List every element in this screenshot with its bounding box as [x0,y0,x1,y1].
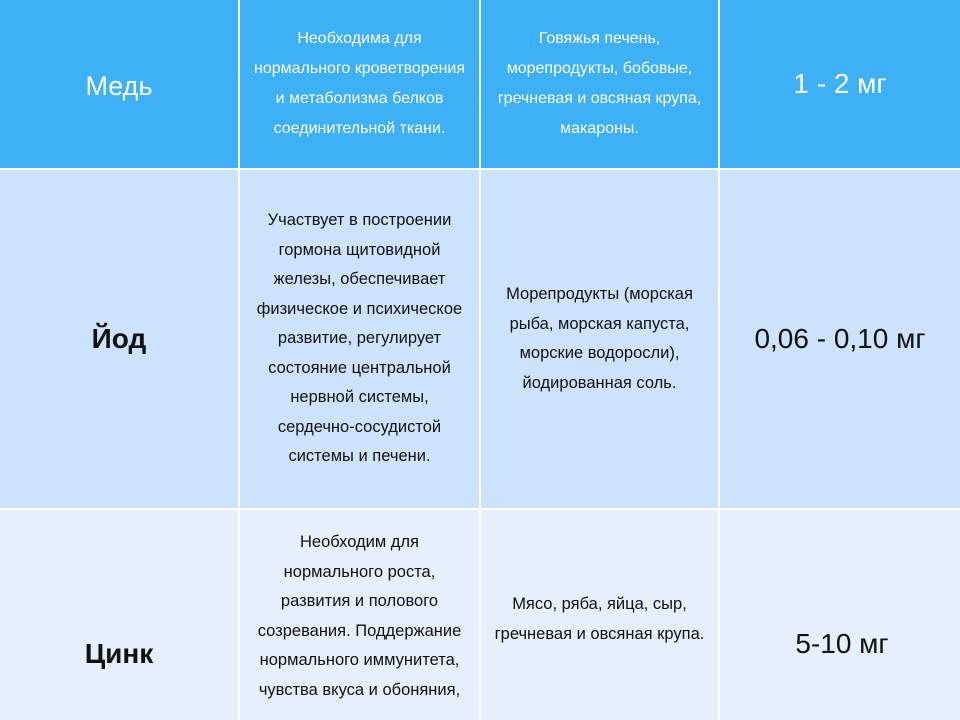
sources-cell [481,170,718,508]
element-name: Йод [91,323,147,354]
sources-text: Морепродукты (морская рыба, морская капуста, морские водоросли), йодированная соль. [506,285,693,392]
table-row-iodine [0,170,960,508]
sources-cell [481,0,718,168]
function-text: Необходим для нормального роста, развития и полового созревания. Поддержание нормального иммунитета, чувства вкуса и обоняния, [257,533,462,699]
function-cell [240,170,479,508]
element-name: Цинк [84,638,154,669]
table-row-copper [0,0,960,168]
element-name-cell [0,0,238,168]
dose-text: 1 - 2 мг [793,68,887,99]
element-name-cell [0,170,238,508]
dose-text: 0,06 - 0,10 мг [754,323,926,354]
sources-text: Говяжья печень, морепродукты, бобовые, гречневая и овсяная крупа, макароны. [497,30,702,137]
function-text: Участвует в построении гормона щитовидной железы, обеспечивает физическое и психическое развитие, регулирует состояние центральной нервной системы, сердечно-сосудистой системы и печени. [256,211,463,466]
dose-cell [720,0,960,168]
dose-cell [720,510,960,720]
function-text: Необходима для нормального кроветворения и метаболизма белков соединительной ткани. [253,30,466,137]
table-row-zinc [0,510,960,720]
element-name: Медь [85,70,153,101]
element-name-cell [0,510,238,720]
sources-cell [481,510,718,720]
dose-cell [720,170,960,508]
function-cell [240,0,479,168]
function-cell [240,510,479,720]
dose-text: 5-10 мг [795,628,889,659]
sources-text: Мясо, ряба, яйца, сыр, гречневая и овсяная крупа. [494,595,705,643]
